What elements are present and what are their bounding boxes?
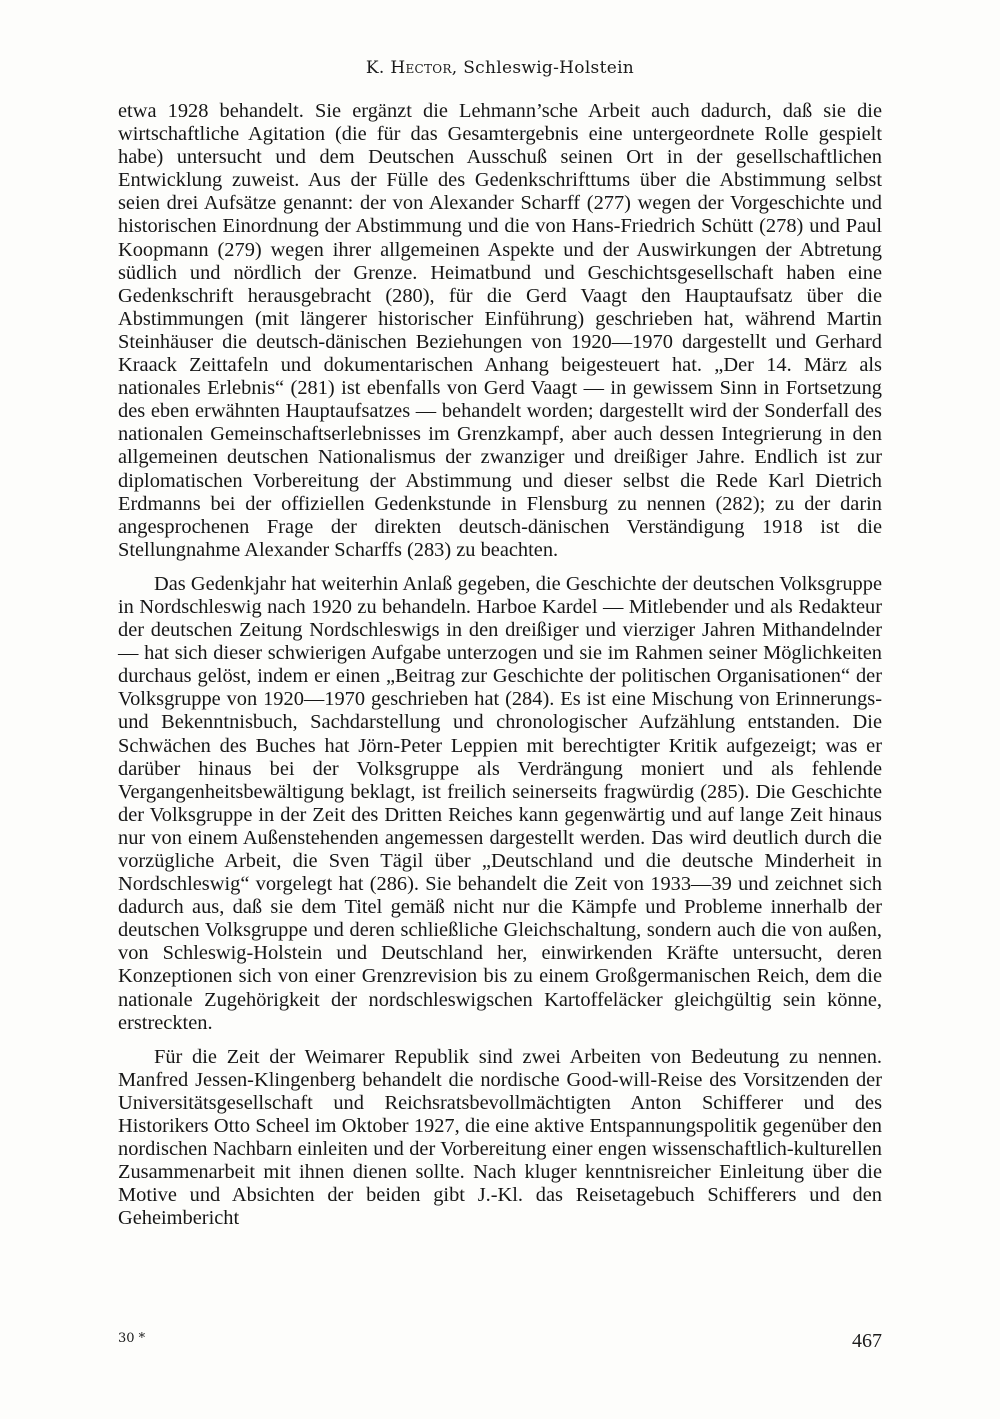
running-header	[118, 58, 882, 78]
paragraph-2: Das Gedenkjahr hat weiterhin Anlaß gegeben, die Geschichte der deutschen Volksgruppe in Nordschleswig nach 1920 zu behandeln. Harboe Kardel — Mitlebender und als Redakteur der deutschen Zeitung Nordschleswigs in den dreißiger und vierziger Jahren Mithandelnder — hat sich dieser schwierigen Aufgabe unterzogen und sie im Rahmen seiner Möglichkeiten durchaus gelöst, indem er einen „Beitrag zur Geschichte der politischen Organisationen“ der Volksgruppe von 1920—1970 geschrieben hat (284). Es ist eine Mischung von Erinnerungs- und Bekenntnisbuch, Sachdarstellung und chronologischer Aufzählung entstanden. Die Schwächen des Buches hat Jörn-Peter Leppien mit berechtigter Kritik aufgezeigt; was er darüber hinaus bei der Volksgruppe als Verdrängung moniert und als fehlende Vergangenheitsbewältigung beklagt, ist freilich seinerseits fragwürdig (285). Die Geschichte der Volksgruppe in der Zeit des Dritten Reiches kann gegenwärtig und auf lange Zeit hinaus nur von einem Außenstehenden angemessen dargestellt werden. Das wird deutlich durch die vorzügliche Arbeit, die Sven Tägil über „Deutschland und die deutsche Minderheit in Nordschleswig“ vorgelegt hat (286). Sie behandelt die Zeit von 1933—39 und zeichnet sich dadurch aus, daß sie dem Titel gemäß nicht nur die Kämpfe und Probleme innerhalb der deutschen Volksgruppe und deren schließliche Gleichschaltung, sondern auch die von außen, von Schleswig-Holstein und Deutschland her, einwirkenden Kräfte untersucht, deren Konzeptionen sich von einer Grenzrevision bis zu einem Großgermanischen Reich, dem die nationale Zugehörigkeit der nordschleswigschen Kartoffeläcker gleichgültig sein könne, erstreckten.	[118, 572, 882, 1034]
page-number: 467	[852, 1330, 882, 1352]
signature-mark: 30 *	[118, 1331, 146, 1346]
paragraph-1: etwa 1928 behandelt. Sie ergänzt die Lehmann’sche Arbeit auch dadurch, daß sie die wirtschaftliche Agitation (die für das Gesamtergebnis eine untergeordnete Rolle gespielt habe) untersucht und dem Deutschen Ausschuß seinen Ort in der gesellschaftlichen Entwicklung zuweist. Aus der Fülle des Gedenkschrifttums über die Abstimmung selbst seien drei Aufsätze genannt: der von Alexander Scharff (277) wegen der Vorgeschichte und historischen Einordnung der Abstimmung und die von Hans-Friedrich Schütt (278) und Paul Koopmann (279) wegen ihrer allgemeinen Aspekte und der Auswirkungen der Abtretung südlich und nördlich der Grenze. Heimatbund und Geschichtsgesellschaft haben eine Gedenkschrift herausgebracht (280), für die Gerd Vaagt den Hauptaufsatz über die Abstimmungen (mit längerer historischer Einführung) geschrieben hat, während Martin Steinhäuser die deutsch-dänischen Beziehungen von 1920—1970 dargestellt und Gerhard Kraack Zeittafeln und dokumentarischen Anhang beigesteuert hat. „Der 14. März als nationales Erlebnis“ (281) ist ebenfalls von Gerd Vaagt — in gewissem Sinn in Fortsetzung des eben erwähnten Hauptaufsatzes — behandelt worden; dargestellt wird der Sonderfall des nationalen Gemeinschaftserlebnisses im Grenzkampf, aber auch dessen Integrierung in den allgemeinen deutschen Nationalismus der zwanziger und dreißiger Jahre. Endlich ist zur diplomatischen Vorbereitung der Abstimmung und dieser selbst die Rede Karl Dietrich Erdmanns bei der offiziellen Gedenkstunde in Flensburg zu nennen (282); zu der darin angesprochenen Frage der direkten deutsch-dänischen Verständigung 1918 ist die Stellungnahme Alexander Scharffs (283) zu beachten.	[118, 100, 882, 561]
body-text	[118, 100, 882, 1231]
header-author: K. Hector,	[365, 58, 458, 78]
header-title: Schleswig-Holstein	[463, 58, 635, 78]
paragraph-3: Für die Zeit der Weimarer Republik sind zwei Arbeiten von Bedeutung zu nennen. Manfred Jessen-Klingenberg behandelt die nordische Good-will-Reise des Vorsitzenden der Universitätsgesellschaft und Reichsratsbevollmächtigten Anton Schifferer und des Historikers Otto Scheel im Oktober 1927, die eine aktive Entspannungspolitik gegenüber den nordischen Nachbarn einleiten und der Vorbereitung einer engen wissenschaftlich-kulturellen Zusammenarbeit mit ihnen dienen sollte. Nach kluger kenntnisreicher Einleitung über die Motive und Absichten der beiden gibt J.-Kl. das Reisetagebuch Schifferers und den Geheimbericht	[118, 1045, 882, 1230]
